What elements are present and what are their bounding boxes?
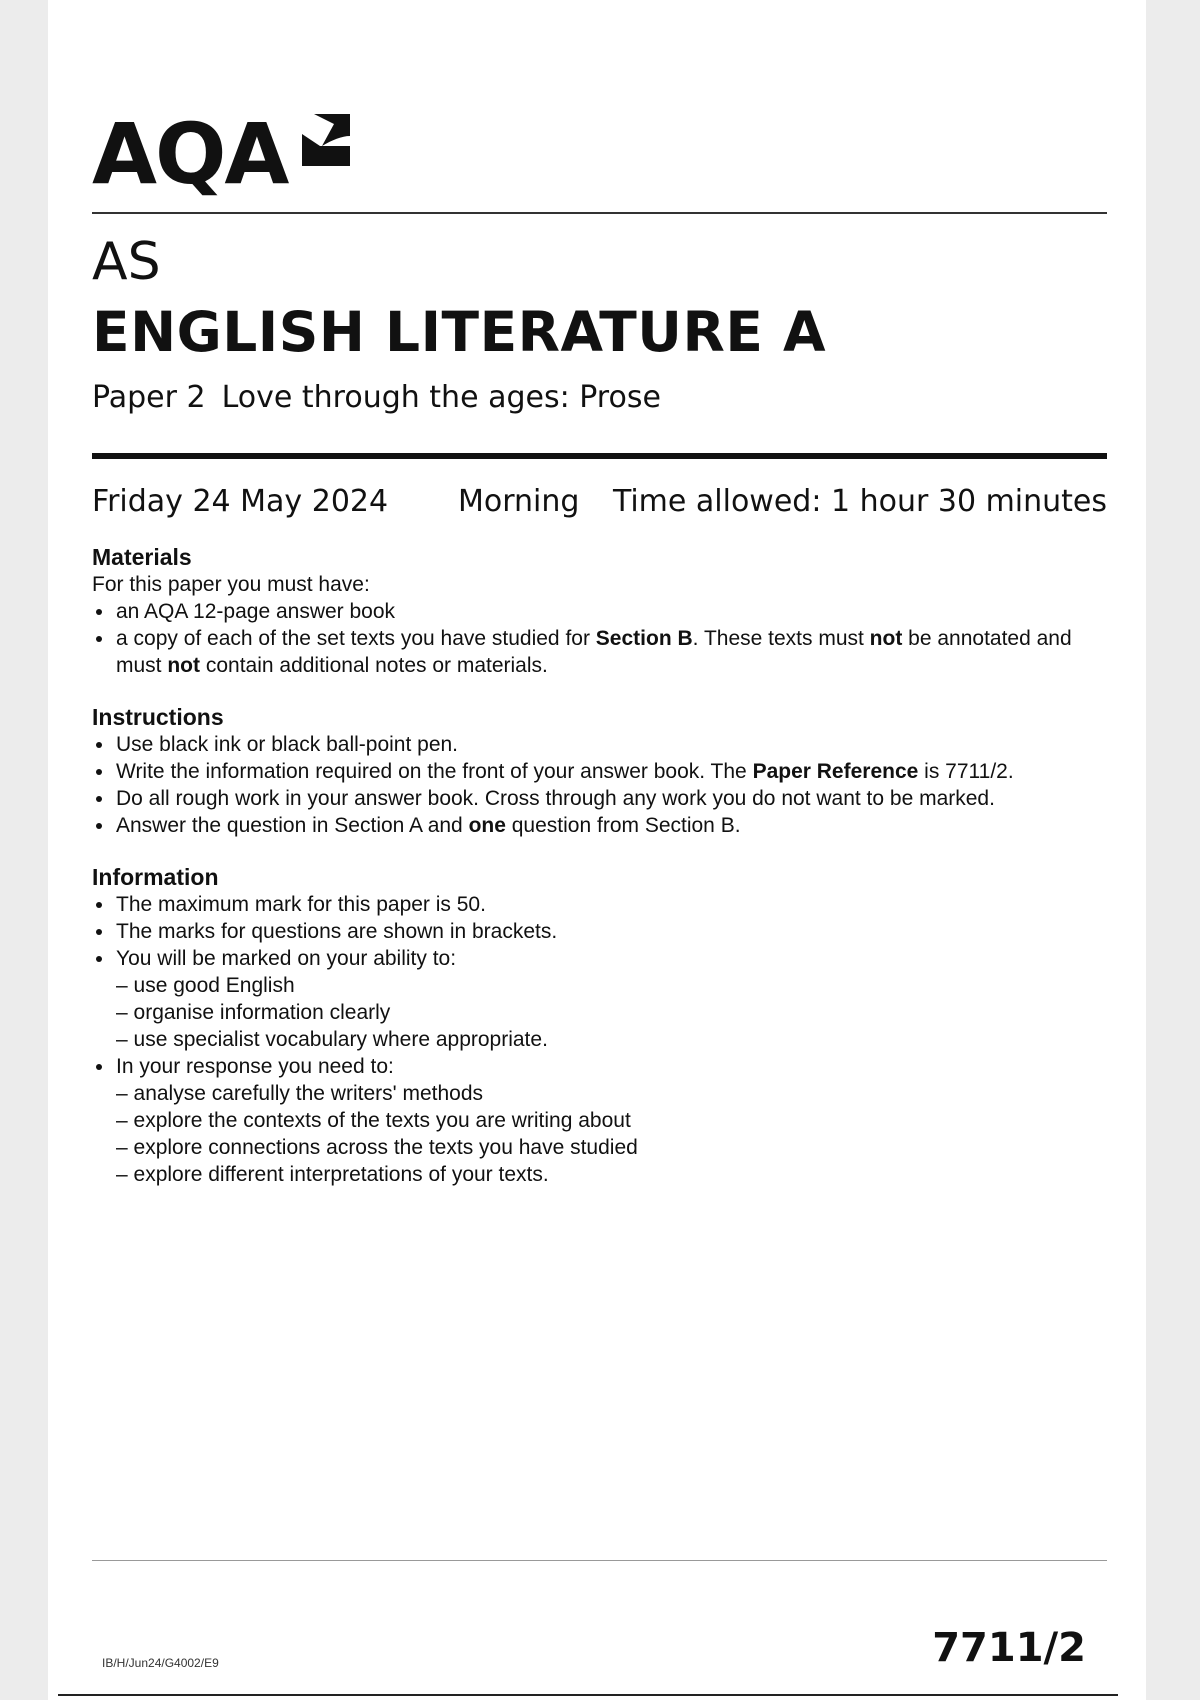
qualification-level: AS	[92, 232, 161, 292]
list-item: Answer the question in Section A and one question from Section B.	[92, 812, 1107, 839]
sub-list-item: – explore the contexts of the texts you are writing about	[116, 1107, 1107, 1134]
sub-list-item: – use good English	[116, 972, 1107, 999]
bottom-rule	[58, 1694, 1118, 1696]
aqa-logo	[92, 104, 412, 204]
exam-date: Friday 24 May 2024	[92, 484, 389, 519]
instructions-section	[92, 703, 1107, 839]
footer-rule	[92, 1560, 1107, 1561]
sub-list-item: – explore connections across the texts you have studied	[116, 1134, 1107, 1161]
list-item: an AQA 12-page answer book	[92, 598, 1107, 625]
exam-session: Morning	[458, 484, 580, 519]
paper-title	[92, 378, 1107, 418]
logo-text: AQA	[92, 105, 288, 203]
instructions-block	[92, 543, 1107, 1212]
list-item: The marks for questions are shown in brackets.	[92, 918, 1107, 945]
sub-list-item: – explore different interpretations of your texts.	[116, 1161, 1107, 1188]
header-rule	[92, 212, 1107, 214]
materials-heading: Materials	[92, 544, 192, 570]
information-heading: Information	[92, 864, 219, 890]
sub-list-item: – use specialist vocabulary where appropriate.	[116, 1026, 1107, 1053]
list-item: Write the information required on the front of your answer book. The Paper Reference is 7711/2.	[92, 758, 1107, 785]
aqa-leaf-icon	[298, 110, 354, 172]
time-allowed: Time allowed: 1 hour 30 minutes	[612, 484, 1107, 519]
subject-title: ENGLISH LITERATURE A	[92, 300, 827, 364]
instructions-heading: Instructions	[92, 704, 224, 730]
materials-section	[92, 543, 1107, 679]
footer-code: IB/H/Jun24/G4002/E9	[102, 1656, 219, 1670]
list-item: a copy of each of the set texts you have studied for Section B. These texts must not be annotated and must not contain additional notes or materials.	[92, 625, 1107, 679]
list-item: The maximum mark for this paper is 50.	[92, 891, 1107, 918]
materials-intro: For this paper you must have:	[92, 573, 370, 596]
paper-number: Paper 2	[92, 380, 206, 415]
list-item: In your response you need to: – analyse carefully the writers' methods – explore the contexts of the texts you are writing about – explore connections across the texts you have studied – explore different interpretations of your texts.	[92, 1053, 1107, 1188]
exam-cover-page	[48, 0, 1146, 1700]
title-rule	[92, 453, 1107, 459]
paper-reference: 7711/2	[932, 1625, 1086, 1671]
paper-name: Love through the ages: Prose	[221, 380, 661, 415]
sub-list-item: – analyse carefully the writers' methods	[116, 1080, 1107, 1107]
list-item: You will be marked on your ability to: – use good English – organise information clearly – use specialist vocabulary where appropriate.	[92, 945, 1107, 1053]
sub-list-item: – organise information clearly	[116, 999, 1107, 1026]
list-item: Do all rough work in your answer book. Cross through any work you do not want to be marked.	[92, 785, 1107, 812]
information-section	[92, 863, 1107, 1188]
exam-meta-row	[92, 482, 1107, 522]
list-item: Use black ink or black ball-point pen.	[92, 731, 1107, 758]
